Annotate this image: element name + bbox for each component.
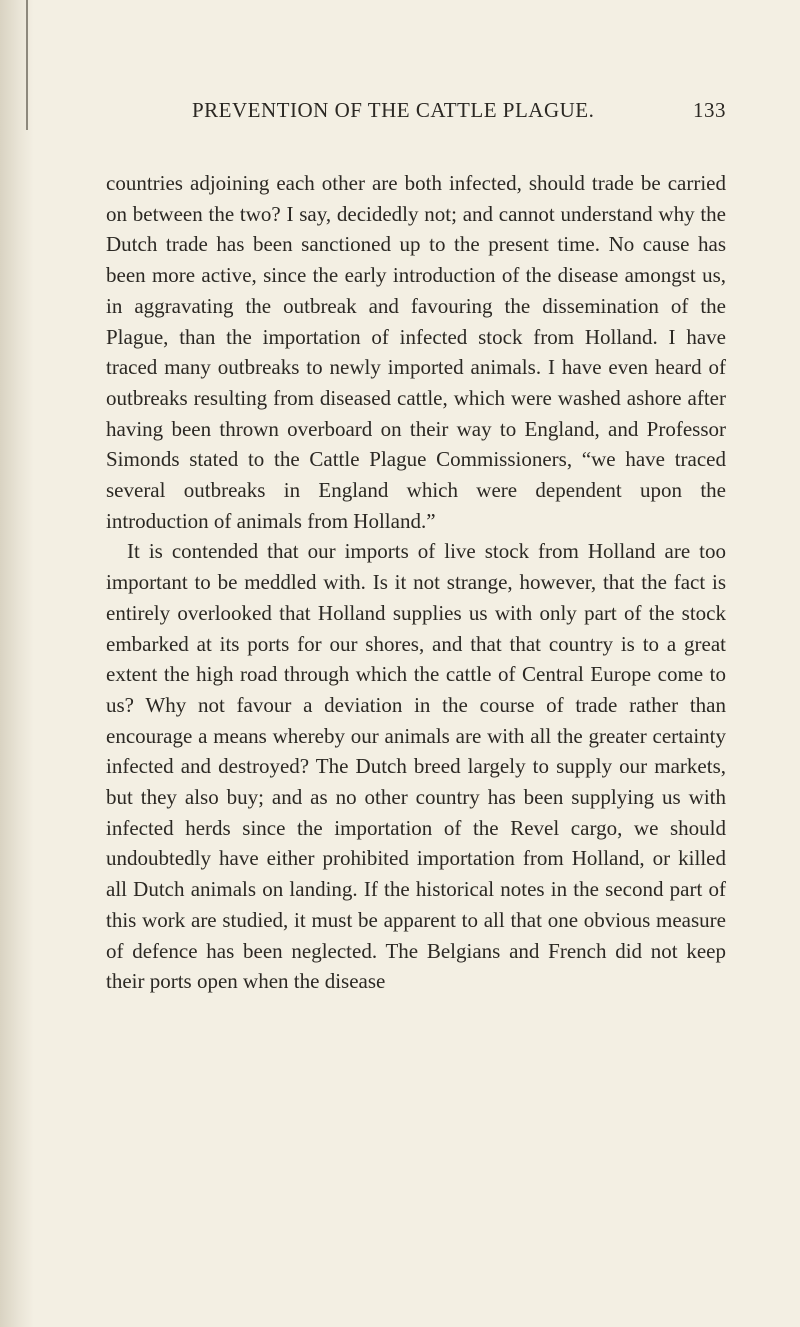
paragraph-2: It is contended that our imports of live stock from Holland are too important to be meddled with. Is it not strange, however, that the fact is entirely overlooked that Holland supplies us with only part of the stock embarked at its ports for our shores, and that that country is to a great extent the high road through which the cattle of Central Europe come to us? Why not favour a deviation in the course of trade rather than encourage a means whereby our animals are with all the greater certainty infected and destroyed? The Dutch breed largely to supply our markets, but they also buy; and as no other country has been supplying us with infected herds since the importation of the Revel cargo, we should undoubtedly have either prohibited importation from Holland, or killed all Dutch animals on landing. If the historical notes in the second part of this work are studied, it must be apparent to all that one obvious measure of defence has been neglected. The Belgians and French did not keep their ports open when the disease (106, 539, 726, 994)
running-title: PREVENTION OF THE CATTLE PLAGUE. (192, 98, 595, 122)
paragraph-1: countries adjoining each other are both infected, should trade be carried on between the two? I say, decidedly not; and cannot understand why the Dutch trade has been sanctioned up to the present time. No cause has been more active, since the early introduction of the disease amongst us, in aggravating the outbreak and favouring the dissemination of the Plague, than the importation of infected stock from Holland. I have traced many outbreaks to newly imported animals. I have even heard of outbreaks resulting from diseased cattle, which were washed ashore after having been thrown overboard on their way to England, and Professor Simonds stated to the Cattle Plague Commissioners, “we have traced several outbreaks in England which were dependent upon the introduction of animals from Holland.” (106, 171, 726, 533)
page-number: 133 (693, 98, 726, 122)
book-page (106, 98, 726, 997)
body-text (106, 168, 726, 997)
binding-edge (26, 0, 28, 130)
page-gutter-shadow (0, 0, 34, 1327)
running-header (106, 98, 726, 138)
